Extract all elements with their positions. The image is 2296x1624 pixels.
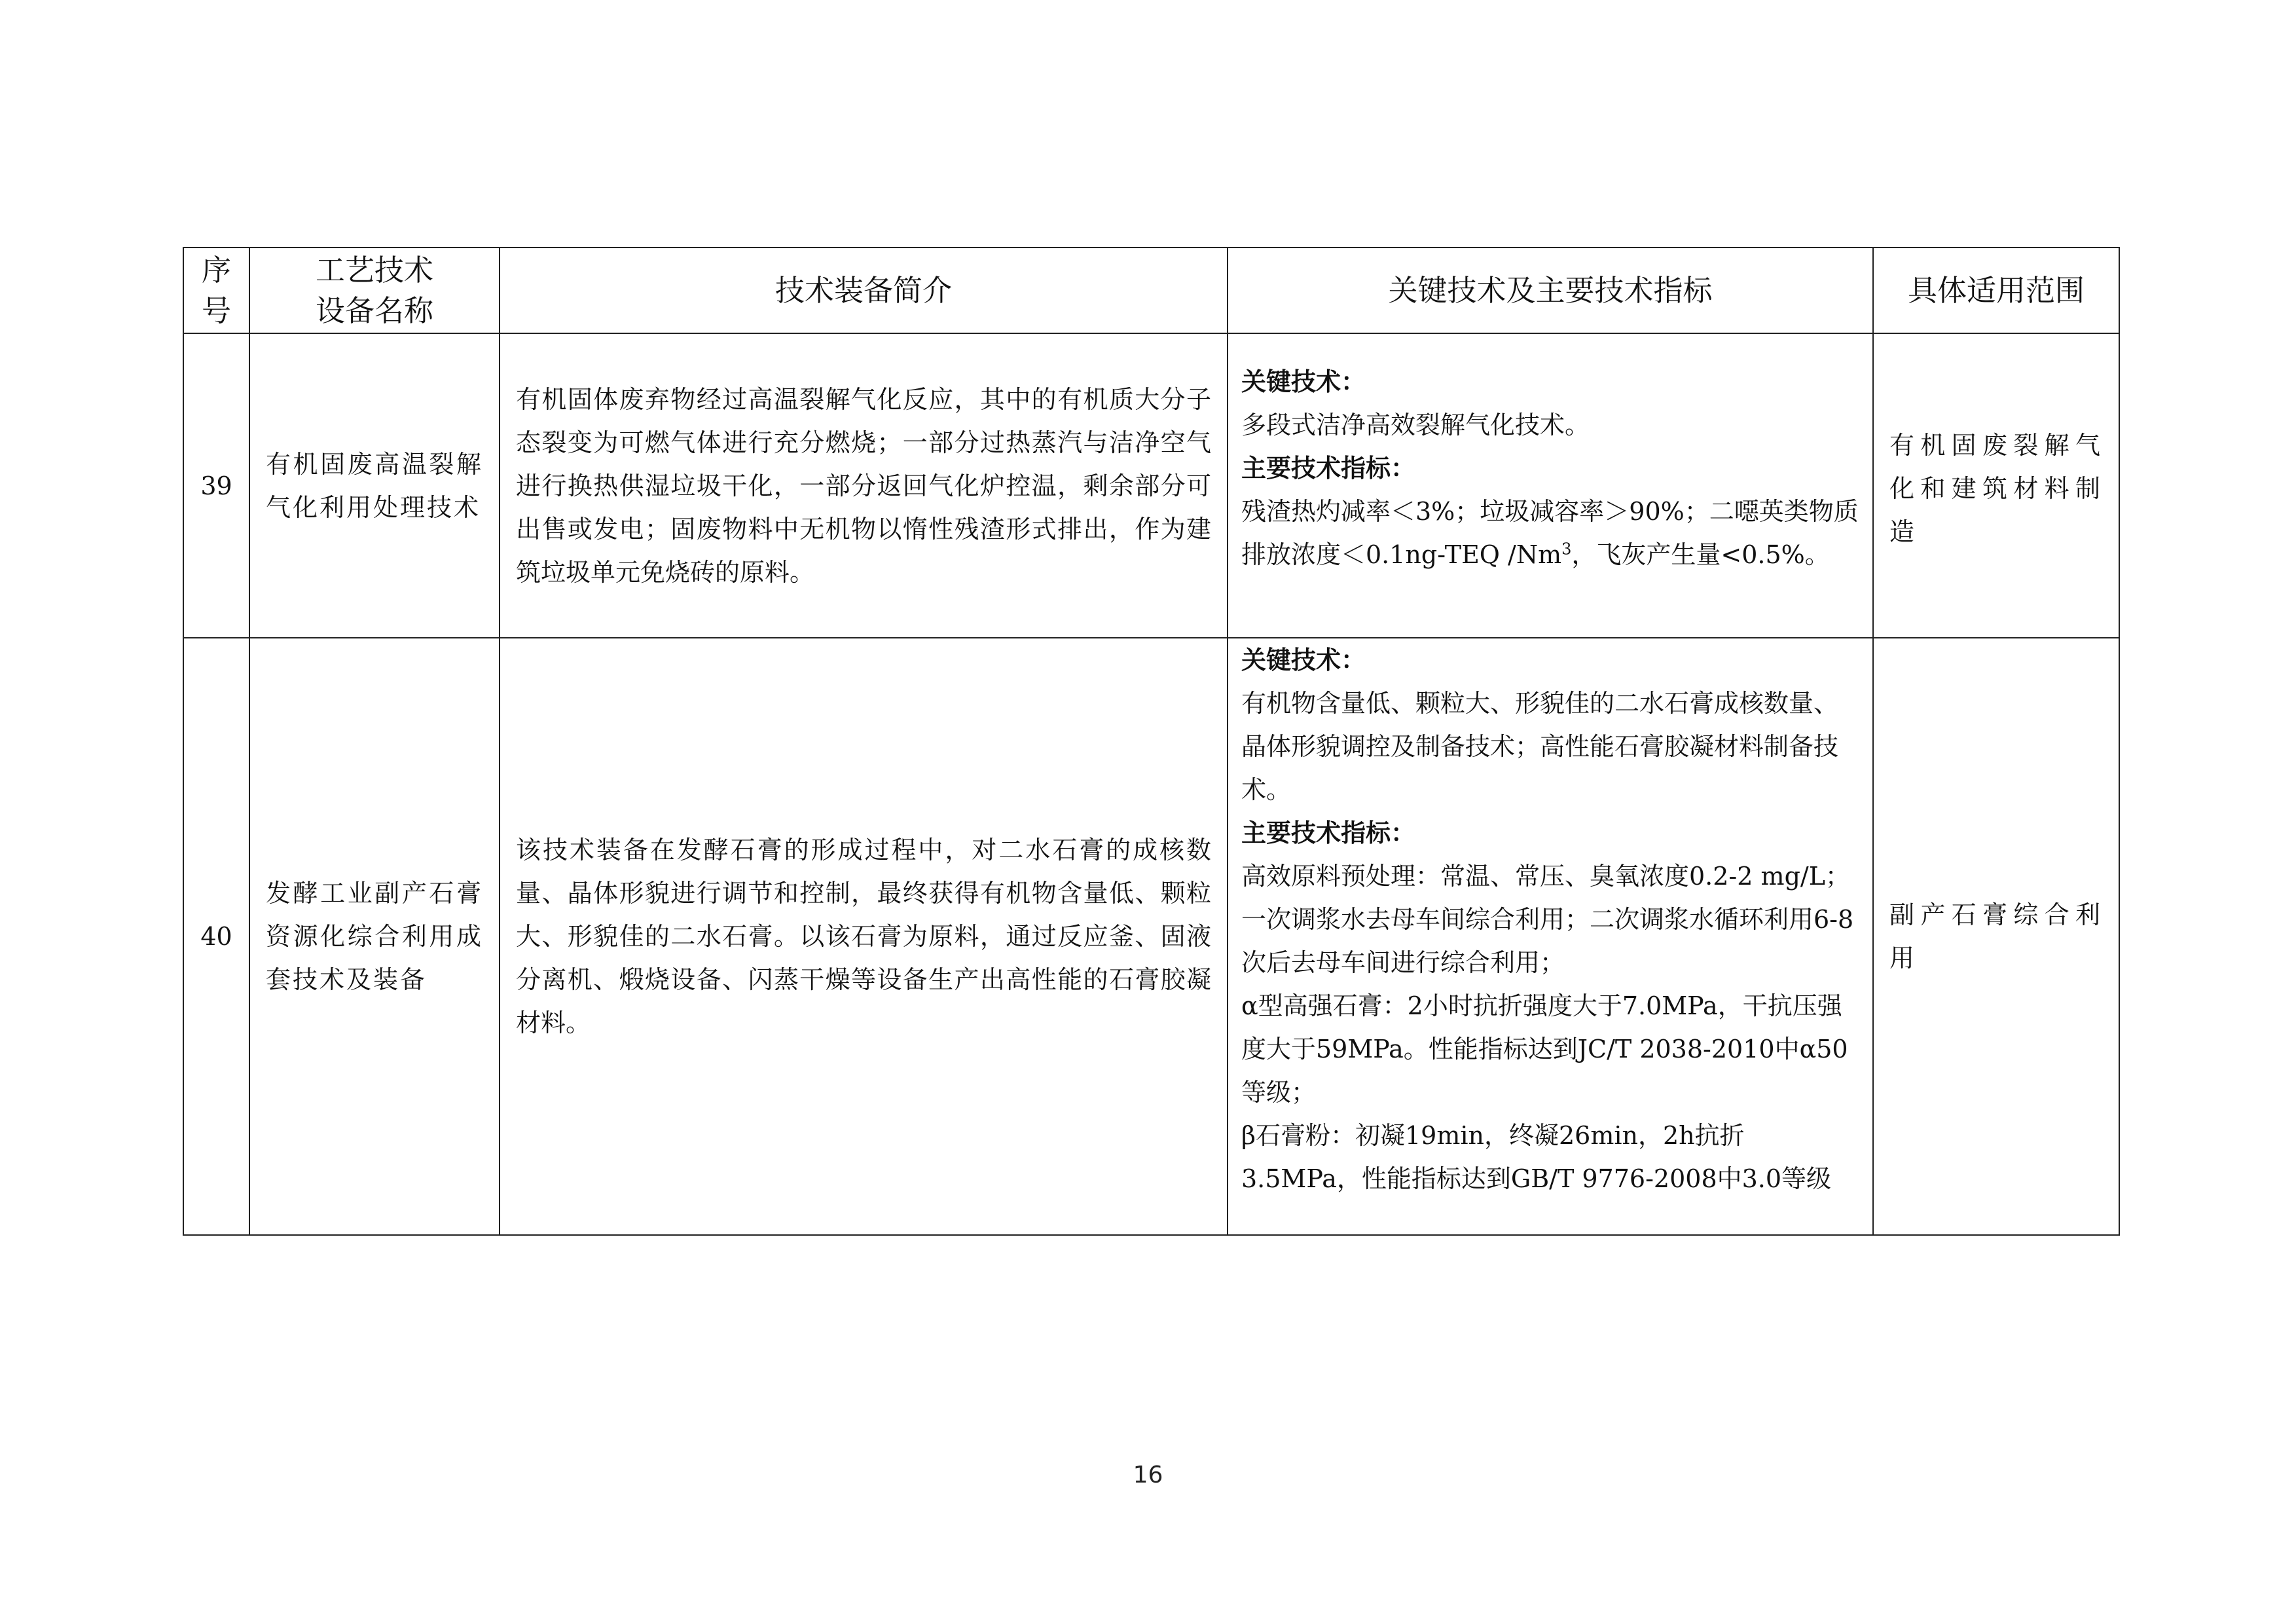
row-intro	[500, 333, 1228, 638]
row-name	[249, 638, 500, 1235]
table-header-row	[183, 248, 2119, 333]
table-row	[183, 638, 2119, 1235]
header-seq	[183, 248, 249, 333]
indicator-line: α型高强石膏：2小时抗折强度大于7.0MPa，干抗压强度大于59MPa。性能指标达到JC/T 2038-2010中α50等级；	[1241, 991, 1848, 1107]
indicator-text-tail: ，飞灰产生量<0.5%。	[1571, 540, 1830, 569]
row-intro-text: 该技术装备在发酵石膏的形成过程中，对二水石膏的成核数量、晶体形貌进行调节和控制，最终获得有机物含量低、颗粒大、形貌佳的二水石膏。以该石膏为原料，通过反应釜、固液分离机、煅烧设备、闪蒸干燥等设备生产出高性能的石膏胶凝材料。	[516, 836, 1211, 1037]
header-name-line2: 设备名称	[315, 293, 433, 328]
row-scope	[1873, 333, 2119, 638]
row-seq: 39	[183, 333, 249, 638]
row-key	[1228, 333, 1873, 638]
row-name	[249, 333, 500, 638]
row-scope	[1873, 638, 2119, 1235]
header-scope: 具体适用范围	[1873, 248, 2119, 333]
indicator-superscript: 3	[1561, 540, 1572, 559]
row-scope-text: 有机固废裂解气化和建筑材料制造	[1889, 431, 2103, 546]
table-row	[183, 333, 2119, 638]
indicator-text	[1241, 490, 1859, 576]
key-tech-text: 有机物含量低、颗粒大、形貌佳的二水石膏成核数量、晶体形貌调控及制备技术；高性能石膏胶凝材料制备技术。	[1241, 689, 1839, 804]
row-intro	[500, 638, 1228, 1235]
indicator-label: 主要技术指标：	[1241, 818, 1416, 847]
key-tech-label: 关键技术：	[1241, 367, 1366, 396]
row-name-text: 发酵工业副产石膏资源化综合利用成套技术及装备	[266, 879, 483, 994]
page-number: 16	[1133, 1462, 1163, 1488]
key-tech-label: 关键技术：	[1241, 645, 1366, 674]
indicator-label: 主要技术指标：	[1241, 453, 1416, 483]
row-intro-text: 有机固体废弃物经过高温裂解气化反应，其中的有机质大分子态裂变为可燃气体进行充分燃烧；一部分过热蒸汽与洁净空气进行换热供湿垃圾干化，一部分返回气化炉控温，剩余部分可出售或发电；固废物料中无机物以惰性残渣形式排出，作为建筑垃圾单元免烧砖的原料。	[516, 384, 1211, 587]
row-name-text: 有机固废高温裂解气化利用处理技术	[266, 449, 483, 522]
header-key: 关键技术及主要技术指标	[1228, 248, 1873, 333]
indicator-line: 高效原料预处理：常温、常压、臭氧浓度0.2-2 mg/L；	[1241, 862, 1850, 891]
key-tech-text: 多段式洁净高效裂解气化技术。	[1241, 411, 1590, 439]
header-name-line1: 工艺技术	[315, 252, 433, 287]
indicator-line: β石膏粉：初凝19min，终凝26min，2h抗折3.5MPa，性能指标达到GB/T 9776-2008中3.0等级	[1241, 1121, 1832, 1193]
row-scope-text: 副产石膏综合利用	[1889, 900, 2103, 972]
header-name	[249, 248, 500, 333]
header-seq-line1: 序	[201, 252, 231, 287]
indicator-text-main: 残渣热灼减率＜3%；垃圾减容率＞90%；二噁英类物质排放浓度＜0.1ng-TEQ /Nm	[1241, 497, 1859, 569]
row-key	[1228, 638, 1873, 1235]
row-seq: 40	[183, 638, 249, 1235]
technology-table	[183, 247, 2120, 1236]
header-intro: 技术装备简介	[500, 248, 1228, 333]
indicator-line: 一次调浆水去母车间综合利用；二次调浆水循环利用6-8次后去母车间进行综合利用；	[1241, 905, 1854, 977]
header-seq-line2: 号	[201, 293, 231, 328]
